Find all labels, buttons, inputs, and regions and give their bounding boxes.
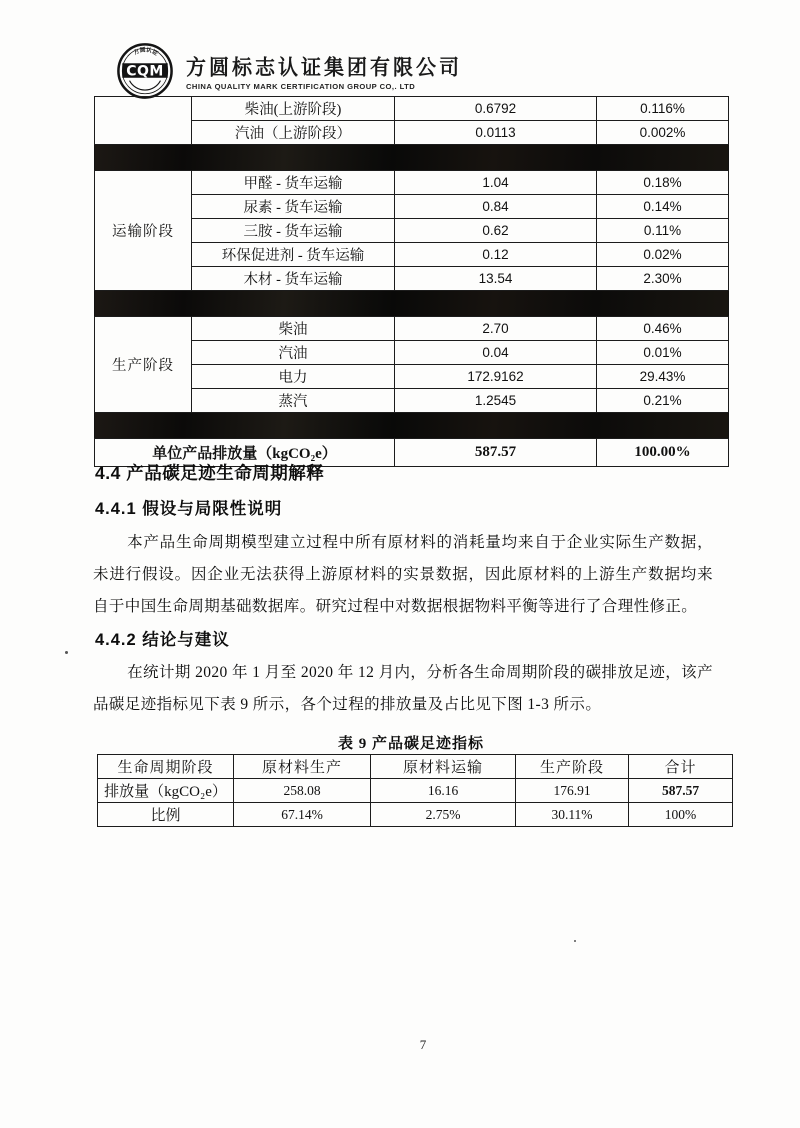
redacted-cell [95,145,729,171]
cell-value: 30.11% [516,803,629,827]
row-label: 排放量（kgCO₂e） [98,779,234,803]
value-cell: 172.9162 [395,365,597,389]
item-cell: 蒸汽 [192,389,395,413]
paragraph-assumptions: 本产品生命周期模型建立过程中所有原材料的消耗量均来自于企业实际生产数据，未进行假设。因企业无法获得上游原材料的实景数据，因此原材料的上游生产数据均来自于中国生命周期基础数据库。研究过程中对数据根据物料平衡等进行了合理性修正。 [93,534,713,615]
redaction-bar [95,291,728,316]
item-cell: 尿素 - 货车运输 [192,195,395,219]
cell-value: 67.14% [234,803,371,827]
table9-emission-row [98,779,733,803]
table9-header-row [98,755,733,779]
pct-cell: 0.11% [597,219,729,243]
cell-value: 2.75% [371,803,516,827]
value-cell: 0.62 [395,219,597,243]
col-header: 生命周期阶段 [98,755,234,779]
value-cell: 0.04 [395,341,597,365]
redacted-cell [95,291,729,317]
pct-cell: 0.14% [597,195,729,219]
item-cell: 三胺 - 货车运输 [192,219,395,243]
logo-text-block [186,51,462,91]
section-title-4-4-2: 4.4.2 结论与建议 [95,631,230,649]
stage-cell-transport: 运输阶段 [95,171,192,291]
pct-cell: 0.002% [597,121,729,145]
pct-cell: 0.46% [597,317,729,341]
company-name-cn: 方圆标志认证集团有限公司 [186,56,462,80]
cell-total-ratio: 100% [629,803,733,827]
pct-cell: 29.43% [597,365,729,389]
value-cell: 0.84 [395,195,597,219]
item-cell: 甲醛 - 货车运输 [192,171,395,195]
pct-cell: 0.116% [597,97,729,121]
col-header: 合计 [629,755,733,779]
redacted-row [95,145,729,171]
cell-value: 16.16 [371,779,516,803]
table9-caption: 表 9 产品碳足迹指标 [337,736,484,752]
pct-cell: 2.30% [597,267,729,291]
table9-footprint-indicators [97,754,733,827]
scan-speck [574,940,576,942]
total-pct-cell: 100.00% [597,439,729,467]
section-title-4-4: 4.4 产品碳足迹生命周期解释 [95,463,325,483]
value-cell: 0.6792 [395,97,597,121]
emissions-table [94,96,729,467]
row-label: 比例 [98,803,234,827]
cell-value: 176.91 [516,779,629,803]
value-cell: 0.12 [395,243,597,267]
redacted-cell [95,413,729,439]
paragraph-conclusion: 在统计期 2020 年 1 月至 2020 年 12 月内，分析各生命周期阶段的碳排放足迹，该产品碳足迹指标见下表 9 所示，各个过程的排放量及占比见下图 1-3 所示。 [93,664,713,713]
stage-cell-production: 生产阶段 [95,317,192,413]
item-cell: 汽油 [192,341,395,365]
item-cell: 木材 - 货车运输 [192,267,395,291]
table-row [95,171,729,195]
redaction-bar [95,413,728,438]
item-cell: 环保促进剂 - 货车运输 [192,243,395,267]
table-row [95,317,729,341]
pct-cell: 0.18% [597,171,729,195]
redaction-bar [95,145,728,170]
cell-total-value: 587.57 [629,779,733,803]
pct-cell: 0.21% [597,389,729,413]
company-name-en: CHINA QUALITY MARK CERTIFICATION GROUP CO,. LTD [186,82,416,91]
value-cell: 2.70 [395,317,597,341]
col-header: 原材料生产 [234,755,371,779]
item-cell: 电力 [192,365,395,389]
cqm-emblem-icon [116,42,174,100]
emblem-arc-text: 方圆认证 [132,47,159,58]
item-cell: 柴油(上游阶段) [192,97,395,121]
total-value-cell: 587.57 [395,439,597,467]
col-header: 原材料运输 [371,755,516,779]
cell-value: 258.08 [234,779,371,803]
page-number: 7 [419,1037,427,1052]
emblem-monogram: CQM [126,63,164,80]
stage-cell-blank [95,97,192,145]
pct-cell: 0.01% [597,341,729,365]
redacted-row [95,291,729,317]
total-label-cell: 单位产品排放量（kgCO₂e） [95,439,395,467]
pct-cell: 0.02% [597,243,729,267]
value-cell: 1.04 [395,171,597,195]
col-header: 生产阶段 [516,755,629,779]
redacted-row [95,413,729,439]
table9-ratio-row [98,803,733,827]
scan-speck [65,651,68,654]
table-row [95,97,729,121]
item-cell: 柴油 [192,317,395,341]
value-cell: 13.54 [395,267,597,291]
section-title-4-4-1: 4.4.1 假设与局限性说明 [95,500,283,518]
company-logo [116,42,462,100]
value-cell: 1.2545 [395,389,597,413]
item-cell: 汽油（上游阶段） [192,121,395,145]
value-cell: 0.0113 [395,121,597,145]
